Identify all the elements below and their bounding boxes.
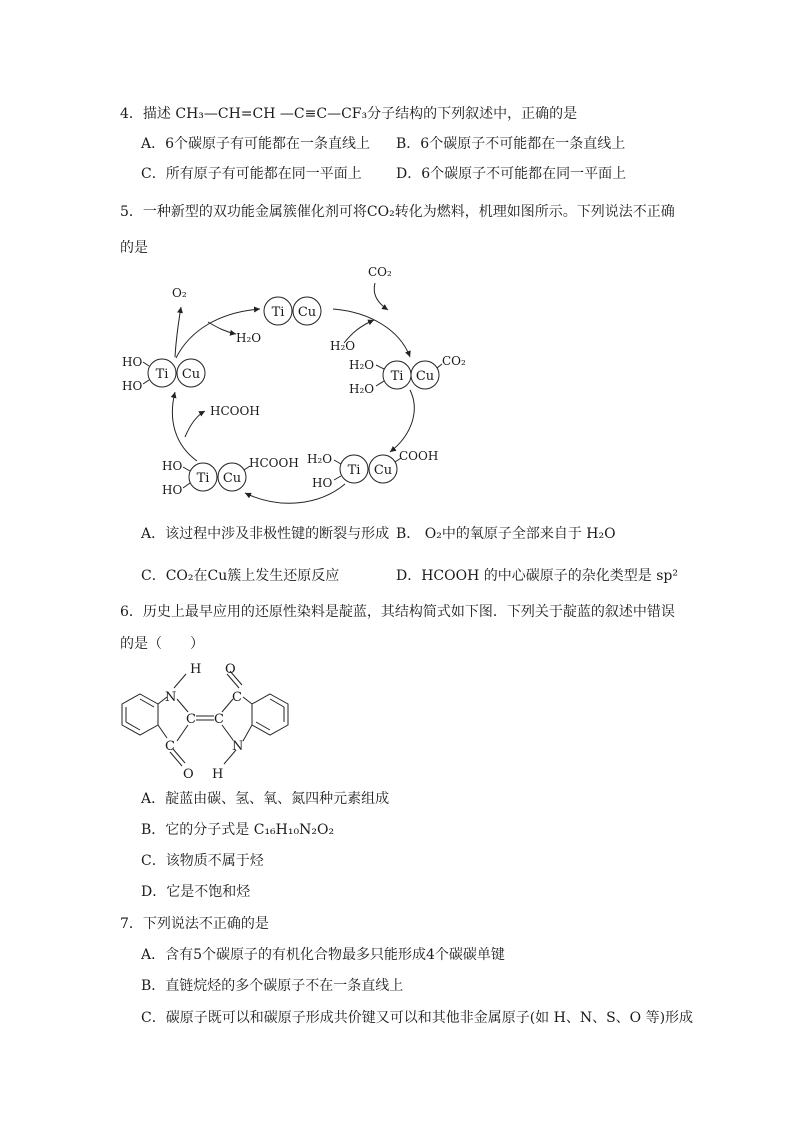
- arrow-h2o-release: [208, 322, 236, 334]
- q4-stem: 4．描述 CH₃—CH=CH —C≡C—CF₃分子结构的下列叙述中，正确的是: [120, 106, 578, 122]
- svg-text:Cu: Cu: [181, 367, 201, 382]
- q7-option-c: C．碳原子既可以和碳原子形成共价键又可以和其他非金属原子(如 H、N、S、O 等)形成: [141, 1010, 694, 1026]
- q7-stem: 7．下列说法不正确的是: [120, 916, 269, 932]
- svg-text:Ti: Ti: [196, 471, 210, 486]
- svg-text:C: C: [186, 712, 196, 727]
- svg-text:Ti: Ti: [271, 305, 285, 320]
- arrow-hcooh-release: [185, 411, 205, 437]
- svg-text:O: O: [183, 767, 194, 782]
- q7-option-a: A．含有5个碳原子的有机化合物最多只能形成4个碳碳单键: [141, 947, 505, 963]
- svg-text:H₂O: H₂O: [349, 358, 375, 372]
- svg-text:H₂O: H₂O: [236, 331, 262, 345]
- svg-text:COOH: COOH: [399, 449, 439, 463]
- svg-text:HCOOH: HCOOH: [249, 456, 299, 470]
- svg-text:Ti: Ti: [155, 367, 169, 382]
- q5-option-d: D．HCOOH 的中心碳原子的杂化类型是 sp²: [396, 568, 678, 584]
- q4-option-b: B．6个碳原子不可能都在一条直线上: [396, 136, 626, 152]
- q5-option-a: A．该过程中涉及非极性键的断裂与形成: [141, 526, 390, 542]
- arrow-co2-in: [374, 283, 388, 310]
- svg-text:H₂O: H₂O: [330, 339, 356, 353]
- svg-text:N: N: [165, 690, 177, 705]
- q6-option-b: B．它的分子式是 C₁₆H₁₀N₂O₂: [141, 822, 335, 838]
- svg-text:N: N: [232, 739, 244, 754]
- svg-text:Ti: Ti: [390, 369, 404, 384]
- svg-text:O₂: O₂: [172, 286, 187, 300]
- arrow-bottom-left-to-left: [172, 392, 197, 461]
- svg-text:HO: HO: [162, 483, 183, 497]
- svg-text:C: C: [214, 712, 224, 727]
- q6-stem-line2: 的是（ ）: [120, 636, 204, 652]
- q6-option-c: C．该物质不属于烃: [141, 853, 264, 869]
- svg-text:HO: HO: [312, 476, 333, 490]
- svg-text:C: C: [232, 690, 242, 705]
- catalyst-cycle-diagram: [143, 283, 442, 503]
- svg-text:O: O: [225, 662, 236, 677]
- arrow-right-to-bottom-right: [390, 390, 414, 452]
- svg-text:HO: HO: [122, 355, 143, 369]
- svg-text:Ti: Ti: [347, 463, 361, 478]
- svg-text:HCOOH: HCOOH: [210, 404, 260, 418]
- svg-text:C: C: [165, 739, 175, 754]
- q4-option-a: A．6个碳原子有可能都在一条直线上: [141, 136, 371, 152]
- svg-text:H₂O: H₂O: [349, 382, 375, 396]
- q4-option-c: C．所有原子有可能都在同一平面上: [141, 166, 362, 182]
- q5-option-b: B． O₂中的氧原子全部来自于 H₂O: [396, 526, 616, 542]
- q5-stem-line1: 5．一种新型的双功能金属簇催化剂可将CO₂转化为燃料，机理如图所示。下列说法不正确: [120, 204, 675, 220]
- indigo-structure: [122, 671, 288, 766]
- svg-text:H: H: [212, 767, 224, 782]
- svg-text:Cu: Cu: [373, 463, 393, 478]
- svg-text:CO₂: CO₂: [442, 354, 466, 368]
- svg-text:H: H: [190, 662, 202, 677]
- svg-text:Cu: Cu: [222, 471, 242, 486]
- q6-option-d: D．它是不饱和烃: [141, 884, 251, 900]
- q7-option-b: B．直链烷烃的多个碳原子不在一条直线上: [141, 978, 404, 994]
- q6-option-a: A．靛蓝由碳、氢、氧、氮四种元素组成: [141, 791, 390, 807]
- svg-text:HO: HO: [162, 459, 183, 473]
- svg-text:Cu: Cu: [415, 369, 435, 384]
- svg-text:H₂O: H₂O: [307, 452, 333, 466]
- svg-text:CO₂: CO₂: [368, 265, 392, 279]
- q6-stem-line1: 6．历史上最早应用的还原性染料是靛蓝，其结构简式如下图．下列关于靛蓝的叙述中错误: [120, 604, 675, 620]
- q4-option-d: D．6个碳原子不可能都在同一平面上: [396, 166, 627, 182]
- q5-option-c: C．CO₂在Cu簇上发生还原反应: [141, 568, 340, 584]
- q5-stem-line2: 的是: [120, 240, 148, 256]
- svg-text:Cu: Cu: [297, 305, 317, 320]
- arrow-o2-release: [175, 307, 181, 357]
- svg-text:HO: HO: [122, 379, 143, 393]
